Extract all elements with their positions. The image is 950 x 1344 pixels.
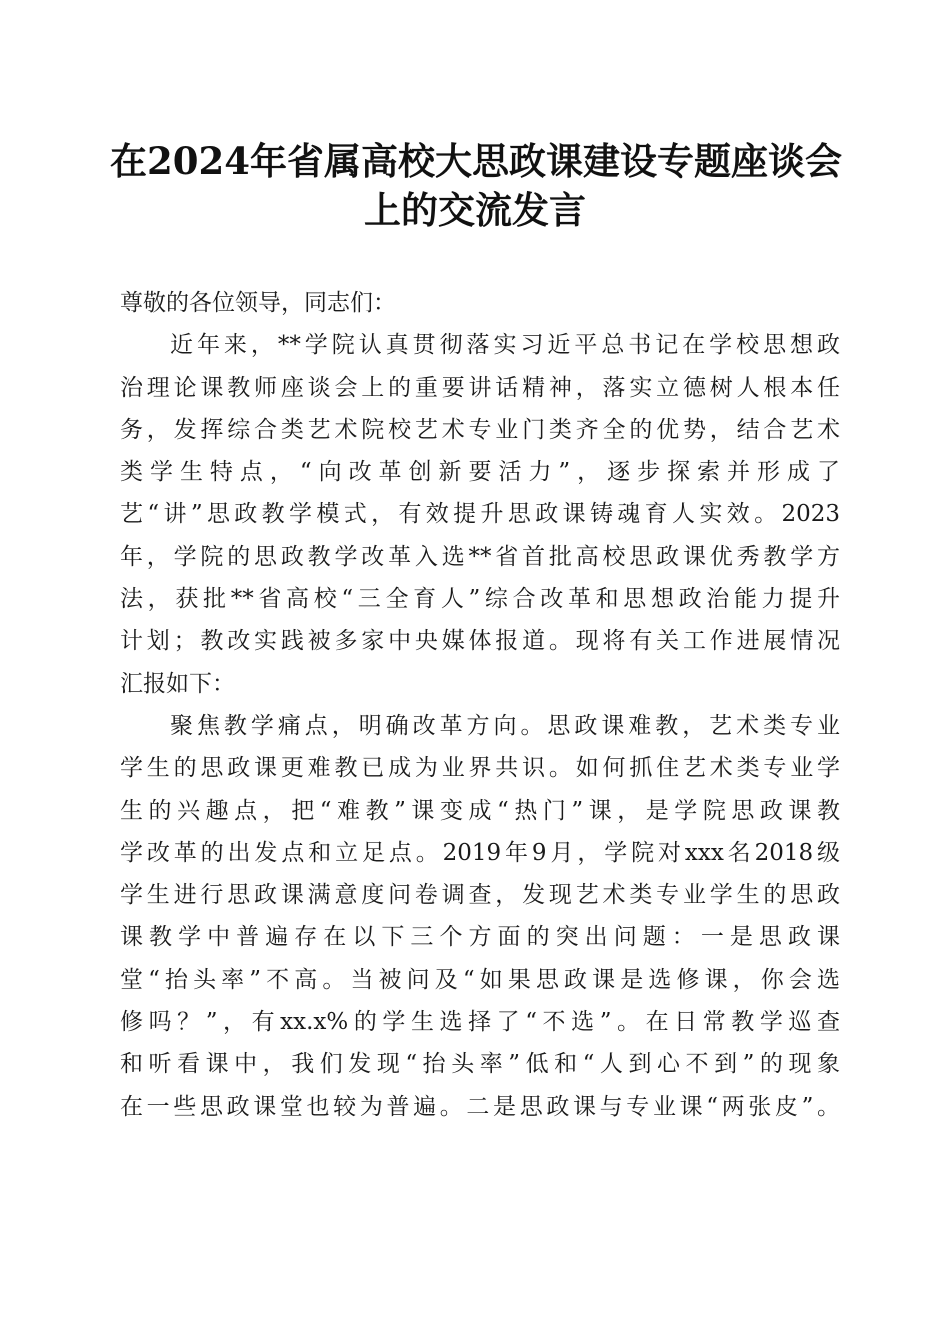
- paragraph-line: 修吗？”，有xx.x%的学生选择了“不选”。在日常教学巡查: [120, 1009, 840, 1036]
- paragraph-line: 学生进行思政课满意度问卷调查，发现艺术类专业学生的思政: [120, 882, 840, 909]
- title-line-2: 上的交流发言: [364, 188, 586, 232]
- paragraph-line: 聚焦教学痛点，明确改革方向。思政课难教，艺术类专业: [170, 712, 840, 739]
- paragraph-line: 在一些思政课堂也较为普遍。二是思政课与专业课“两张皮”。: [120, 1093, 840, 1120]
- paragraph-1: [120, 324, 840, 705]
- salutation: 尊敬的各位领导，同志们：: [120, 290, 396, 316]
- paragraph-line: 计划；教改实践被多家中央媒体报道。现将有关工作进展情况: [120, 628, 840, 655]
- paragraph-line: 务，发挥综合类艺术院校艺术专业门类齐全的优势，结合艺术: [120, 416, 840, 443]
- paragraph-line: 堂“抬头率”不高。当被问及“如果思政课是选修课，你会选: [120, 966, 840, 993]
- document-title: [110, 137, 840, 235]
- paragraph-line: 法，获批**省高校“三全育人”综合改革和思想政治能力提升: [120, 586, 840, 613]
- title-line-1: 在2024年省属高校大思政课建设专题座谈会: [110, 139, 842, 183]
- paragraph-line: 生的兴趣点，把“难教”课变成“热门”课，是学院思政课教: [120, 797, 840, 824]
- paragraph-line: 学生的思政课更难教已成为业界共识。如何抓住艺术类专业学: [120, 755, 840, 782]
- paragraph-line: 汇报如下：: [120, 670, 235, 697]
- paragraph-line: 课教学中普遍存在以下三个方面的突出问题：一是思政课: [120, 924, 840, 951]
- paragraph-line: 学改革的出发点和立足点。2019年9月，学院对xxx名2018级: [120, 839, 840, 866]
- paragraph-2: [120, 705, 840, 1128]
- document-body: [120, 282, 840, 1128]
- paragraph-line: 和听看课中，我们发现“抬头率”低和“人到心不到”的现象: [120, 1051, 840, 1078]
- paragraph-line: 类学生特点，“向改革创新要活力”，逐步探索并形成了: [120, 459, 840, 486]
- paragraph-line: 近年来，**学院认真贯彻落实习近平总书记在学校思想政: [170, 332, 840, 359]
- paragraph-line: 艺“讲”思政教学模式，有效提升思政课铸魂育人实效。2023: [120, 501, 840, 528]
- paragraph-line: 年，学院的思政教学改革入选**省首批高校思政课优秀教学方: [120, 543, 840, 570]
- paragraph-line: 治理论课教师座谈会上的重要讲话精神，落实立德树人根本任: [120, 374, 840, 401]
